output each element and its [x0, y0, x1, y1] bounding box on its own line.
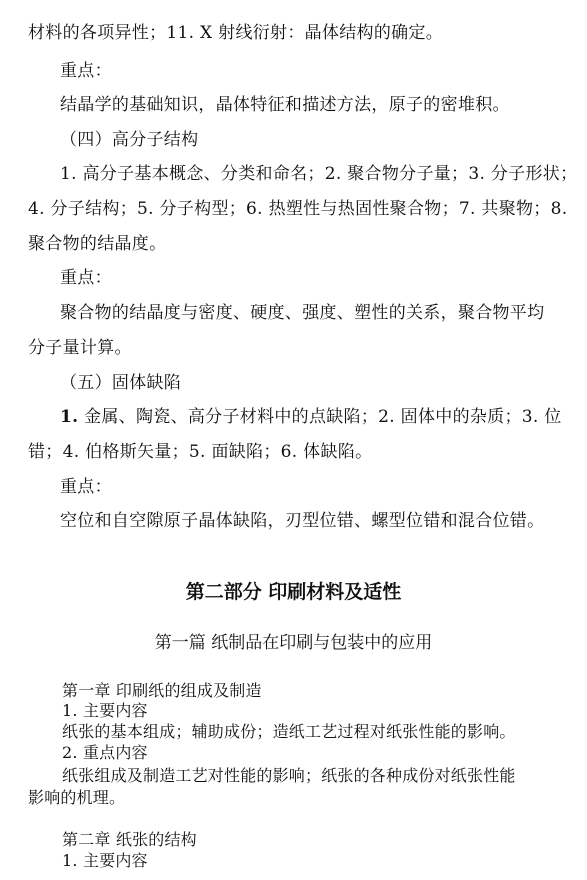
content-text: 影响的机理。	[28, 788, 126, 807]
section-title-defects: （五）固体缺陷	[60, 373, 182, 393]
carryover-line: 材料的各项异性；11. X 射线衍射：晶体结构的确定。	[28, 23, 444, 43]
paragraph-text: 金属、陶瓷、高分子材料中的点缺陷；2. 固体中的杂质；3. 位	[78, 407, 562, 427]
key-points-text: 分子量计算。	[28, 338, 132, 358]
paragraph-line: 1. 高分子基本概念、分类和命名；2. 聚合物分子量；3. 分子形状；	[60, 164, 578, 184]
content-text: 纸张的基本组成；辅助成份；造纸工艺过程对纸张性能的影响。	[62, 722, 516, 741]
key-points-text: 空位和自空隙原子晶体缺陷，刃型位错、螺型位错和混合位错。	[60, 511, 545, 531]
content-text: 纸张组成及制造工艺对性能的影响；纸张的各种成份对纸张性能	[62, 766, 516, 785]
paragraph-line: 错；4. 伯格斯矢量；5. 面缺陷；6. 体缺陷。	[28, 442, 373, 462]
section-title-polymer: （四）高分子结构	[60, 130, 199, 150]
chapter-group-heading: 第一篇 纸制品在印刷与包装中的应用	[154, 633, 433, 653]
chapter-title: 第二章 纸张的结构	[62, 830, 197, 849]
key-points-label: 重点：	[60, 477, 112, 497]
part-heading: 第二部分 印刷材料及适性	[185, 581, 402, 603]
paragraph-line	[60, 406, 562, 428]
content-label: 1. 主要内容	[62, 701, 148, 720]
content-label: 2. 重点内容	[62, 743, 148, 762]
key-points-text: 聚合物的结晶度与密度、硬度、强度、塑性的关系，聚合物平均	[60, 303, 545, 323]
paragraph-line: 4. 分子结构；5. 分子构型；6. 热塑性与热固性聚合物；7. 共聚物；8.	[28, 199, 568, 219]
key-points-label: 重点：	[60, 268, 112, 288]
paragraph-line: 聚合物的结晶度。	[28, 234, 167, 254]
content-label: 1. 主要内容	[62, 851, 148, 870]
key-points-label: 重点：	[60, 61, 112, 81]
key-points-text: 结晶学的基础知识，晶体特征和描述方法，原子的密堆积。	[60, 95, 510, 115]
chapter-title: 第一章 印刷纸的组成及制造	[62, 681, 262, 700]
list-number: 1.	[60, 407, 79, 427]
